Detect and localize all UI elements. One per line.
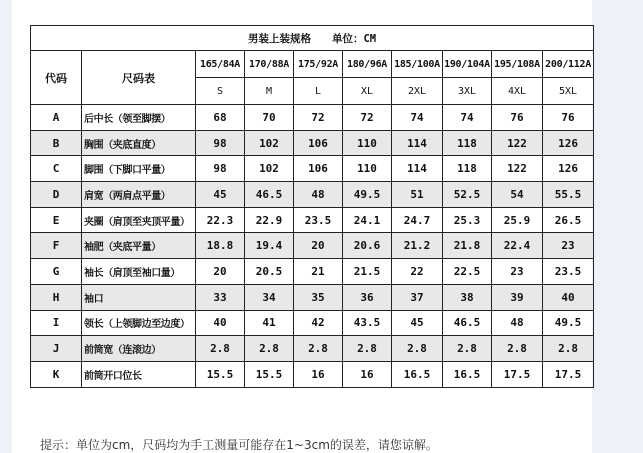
row-value: 114: [392, 156, 443, 182]
row-value: 55.5: [543, 182, 594, 208]
row-value: 17.5: [543, 361, 594, 387]
row-value: 126: [543, 130, 594, 156]
table-row: [31, 284, 594, 310]
row-value: 102: [245, 156, 294, 182]
row-value: 20: [196, 259, 245, 285]
row-value: 16: [343, 361, 392, 387]
row-value: 16: [294, 361, 343, 387]
table-row: [31, 361, 594, 387]
size-code-header: 170/88A: [245, 51, 294, 78]
row-value: 23.5: [294, 207, 343, 233]
row-value: 42: [294, 310, 343, 336]
size-code-header: 165/84A: [196, 51, 245, 78]
row-measurement-name: 前筒宽（连滚边）: [82, 336, 196, 362]
row-value: 39: [492, 284, 543, 310]
row-value: 49.5: [343, 182, 392, 208]
table-row: [31, 259, 594, 285]
row-code: E: [31, 207, 82, 233]
row-value: 2.8: [443, 336, 492, 362]
row-value: 106: [294, 130, 343, 156]
row-measurement-name: 袖肥（夹底平量）: [82, 233, 196, 259]
row-value: 24.1: [343, 207, 392, 233]
size-label-header: XL: [343, 78, 392, 105]
size-code-header: 190/104A: [443, 51, 492, 78]
row-value: 35: [294, 284, 343, 310]
row-measurement-name: 袖口: [82, 284, 196, 310]
size-code-header: 175/92A: [294, 51, 343, 78]
size-chart-table: [30, 25, 594, 388]
row-value: 22.3: [196, 207, 245, 233]
row-value: 22.5: [443, 259, 492, 285]
row-code: F: [31, 233, 82, 259]
size-code-header: 180/96A: [343, 51, 392, 78]
size-label-header: M: [245, 78, 294, 105]
row-value: 54: [492, 182, 543, 208]
row-value: 16.5: [443, 361, 492, 387]
row-measurement-name: 后中长（领至脚摆）: [82, 105, 196, 131]
table-row: [31, 182, 594, 208]
table-row: [31, 310, 594, 336]
row-code: H: [31, 284, 82, 310]
row-value: 68: [196, 105, 245, 131]
row-code: A: [31, 105, 82, 131]
row-value: 2.8: [543, 336, 594, 362]
row-code: K: [31, 361, 82, 387]
row-value: 25.9: [492, 207, 543, 233]
size-code-header: 200/112A: [543, 51, 594, 78]
row-value: 2.8: [492, 336, 543, 362]
row-value: 21: [294, 259, 343, 285]
row-value: 126: [543, 156, 594, 182]
row-value: 70: [245, 105, 294, 131]
row-value: 76: [492, 105, 543, 131]
size-code-header: 195/108A: [492, 51, 543, 78]
row-measurement-name: 脚围（下脚口平量）: [82, 156, 196, 182]
row-value: 2.8: [196, 336, 245, 362]
row-value: 15.5: [245, 361, 294, 387]
row-code: J: [31, 336, 82, 362]
row-value: 16.5: [392, 361, 443, 387]
measurement-note: 提示：单位为cm，尺码均为手工测量可能存在1~3cm的误差，请您谅解。: [40, 438, 438, 452]
row-value: 45: [196, 182, 245, 208]
row-code: G: [31, 259, 82, 285]
row-value: 23: [543, 233, 594, 259]
table-row: [31, 207, 594, 233]
row-code: B: [31, 130, 82, 156]
row-value: 18.8: [196, 233, 245, 259]
row-value: 74: [392, 105, 443, 131]
size-label-header: L: [294, 78, 343, 105]
row-value: 20: [294, 233, 343, 259]
row-value: 20.6: [343, 233, 392, 259]
row-value: 110: [343, 130, 392, 156]
row-value: 118: [443, 156, 492, 182]
size-label-header: S: [196, 78, 245, 105]
row-value: 118: [443, 130, 492, 156]
row-value: 41: [245, 310, 294, 336]
row-value: 23.5: [543, 259, 594, 285]
table-row: [31, 233, 594, 259]
row-value: 2.8: [392, 336, 443, 362]
row-measurement-name: 胸围（夹底直度）: [82, 130, 196, 156]
item-header: 尺码表: [82, 51, 196, 105]
row-measurement-name: 夹圈（肩顶至夹顶平量）: [82, 207, 196, 233]
row-code: I: [31, 310, 82, 336]
row-value: 34: [245, 284, 294, 310]
row-value: 46.5: [443, 310, 492, 336]
row-value: 22.4: [492, 233, 543, 259]
row-value: 72: [343, 105, 392, 131]
table-row: [31, 105, 594, 131]
row-value: 36: [343, 284, 392, 310]
size-label-header: 3XL: [443, 78, 492, 105]
table-row: [31, 130, 594, 156]
size-label-header: 4XL: [492, 78, 543, 105]
row-value: 76: [543, 105, 594, 131]
row-value: 2.8: [294, 336, 343, 362]
row-value: 51: [392, 182, 443, 208]
row-value: 49.5: [543, 310, 594, 336]
row-value: 2.8: [245, 336, 294, 362]
row-value: 15.5: [196, 361, 245, 387]
size-label-header: 2XL: [392, 78, 443, 105]
row-value: 21.8: [443, 233, 492, 259]
row-value: 19.4: [245, 233, 294, 259]
row-value: 122: [492, 156, 543, 182]
row-measurement-name: 肩宽（两肩点平量）: [82, 182, 196, 208]
row-value: 72: [294, 105, 343, 131]
row-value: 40: [543, 284, 594, 310]
row-measurement-name: 前筒开口位长: [82, 361, 196, 387]
row-value: 37: [392, 284, 443, 310]
row-code: D: [31, 182, 82, 208]
row-value: 22.9: [245, 207, 294, 233]
row-value: 21.2: [392, 233, 443, 259]
row-measurement-name: 袖长（肩顶至袖口量）: [82, 259, 196, 285]
row-value: 38: [443, 284, 492, 310]
row-value: 48: [294, 182, 343, 208]
row-value: 98: [196, 130, 245, 156]
row-value: 22: [392, 259, 443, 285]
row-code: C: [31, 156, 82, 182]
row-value: 102: [245, 130, 294, 156]
row-measurement-name: 领长（上领脚边至边度）: [82, 310, 196, 336]
table-row: [31, 156, 594, 182]
row-value: 24.7: [392, 207, 443, 233]
row-value: 122: [492, 130, 543, 156]
row-value: 48: [492, 310, 543, 336]
size-label-header: 5XL: [543, 78, 594, 105]
row-value: 46.5: [245, 182, 294, 208]
row-value: 98: [196, 156, 245, 182]
row-value: 33: [196, 284, 245, 310]
row-value: 21.5: [343, 259, 392, 285]
row-value: 25.3: [443, 207, 492, 233]
row-value: 106: [294, 156, 343, 182]
code-header: 代码: [31, 51, 82, 105]
table-row: [31, 336, 594, 362]
row-value: 26.5: [543, 207, 594, 233]
row-value: 23: [492, 259, 543, 285]
row-value: 43.5: [343, 310, 392, 336]
row-value: 114: [392, 130, 443, 156]
row-value: 17.5: [492, 361, 543, 387]
row-value: 110: [343, 156, 392, 182]
row-value: 45: [392, 310, 443, 336]
row-value: 74: [443, 105, 492, 131]
table-title: 男装上装规格 单位：CM: [31, 26, 594, 51]
size-code-header: 185/100A: [392, 51, 443, 78]
row-value: 52.5: [443, 182, 492, 208]
row-value: 20.5: [245, 259, 294, 285]
row-value: 40: [196, 310, 245, 336]
row-value: 2.8: [343, 336, 392, 362]
